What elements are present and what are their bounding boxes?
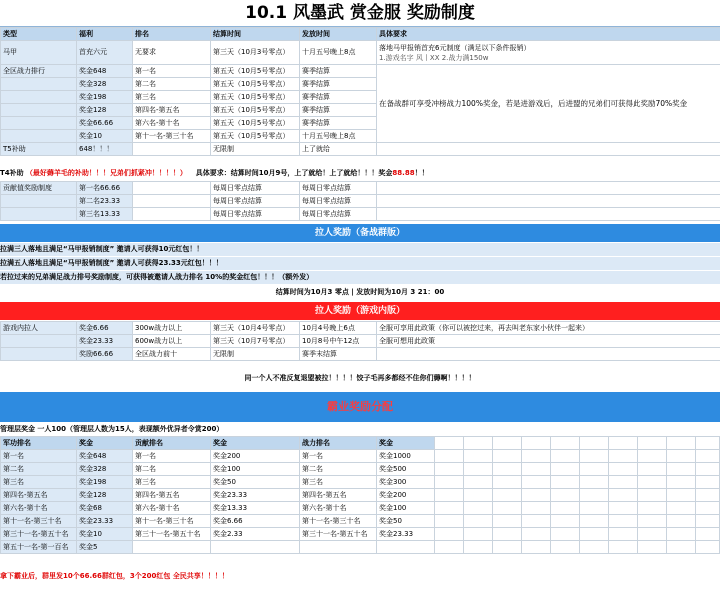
cell (377, 541, 435, 554)
cell: 第四名-第五名 (133, 489, 211, 502)
cell: 全服可享用此政策（你可以被挖过来，再去叫老东家小伙伴一起来） (377, 322, 720, 335)
table-row (1, 208, 720, 221)
table-row (1, 450, 720, 463)
table-row (1, 502, 720, 515)
cell (464, 489, 493, 502)
cell: 奖金23.33 (211, 489, 300, 502)
cell (464, 541, 493, 554)
table-row (1, 182, 720, 195)
cell: 奖金1000 (377, 450, 435, 463)
contribution-table (0, 181, 720, 221)
table-header (1, 437, 720, 450)
cell: 马甲 (1, 41, 77, 65)
cell (522, 502, 551, 515)
cell: 第二名23.33 (77, 195, 133, 208)
cell (638, 528, 667, 541)
header-cell: 具体要求 (377, 28, 720, 41)
cell: 第五天（10月5号零点） (211, 104, 300, 117)
reward-table (0, 27, 720, 156)
cell (435, 528, 464, 541)
cell (696, 450, 720, 463)
cell: 奖金100 (211, 463, 300, 476)
cell: 赛季结算 (300, 65, 377, 78)
cell (696, 541, 720, 554)
cell (1, 78, 77, 91)
sheet-title: 10.1 风墨武 赏金服 奖励制度 (0, 0, 720, 27)
cell: 第二名 (300, 463, 377, 476)
cell: 奖金500 (377, 463, 435, 476)
cell: 10月4号晚上6点 (300, 322, 377, 335)
table-row (1, 65, 720, 78)
cell (133, 182, 211, 195)
cell: 奖金50 (377, 515, 435, 528)
table-row (1, 463, 720, 476)
cell (609, 528, 638, 541)
cell: 赛季结算 (300, 117, 377, 130)
cell: 第五天（10月5号零点） (211, 130, 300, 143)
cell (464, 476, 493, 489)
cell (551, 437, 580, 450)
cell: 奖金128 (77, 489, 133, 502)
cell: 第十一名-第三十名 (133, 130, 211, 143)
cell (667, 541, 696, 554)
cell (377, 348, 720, 361)
cell: 第二名 (133, 463, 211, 476)
cell (1, 104, 77, 117)
cell: 赛季结算 (300, 104, 377, 117)
cell (522, 476, 551, 489)
cell (493, 476, 522, 489)
cell: 第一名 (1, 450, 77, 463)
cell (667, 476, 696, 489)
cell (133, 541, 211, 554)
cell: 第四名-第五名 (300, 489, 377, 502)
cell (696, 502, 720, 515)
header-cell: 奖金 (377, 437, 435, 450)
cell: 第三十一名-第五十名 (133, 528, 211, 541)
cell: 奖金100 (377, 502, 435, 515)
cell (493, 528, 522, 541)
cell: 每周日零点结算 (211, 208, 300, 221)
cell (211, 541, 300, 554)
header-cell: 发放时间 (300, 28, 377, 41)
cell (133, 195, 211, 208)
cell: 奖金10 (77, 528, 133, 541)
cell: 每周日零点结算 (300, 208, 377, 221)
cell: 奖金23.33 (377, 528, 435, 541)
cell (696, 476, 720, 489)
header-cell: 奖金 (77, 437, 133, 450)
cell: 第十一名-第三十名 (300, 515, 377, 528)
cell (493, 437, 522, 450)
cell: 第一名 (300, 450, 377, 463)
cell (638, 437, 667, 450)
cell (609, 541, 638, 554)
table-row (1, 348, 720, 361)
t4-line (0, 167, 720, 180)
cell: 每周日零点结算 (300, 182, 377, 195)
cell (435, 437, 464, 450)
cell (667, 437, 696, 450)
cell: 奖金328 (77, 78, 133, 91)
table-header (1, 28, 720, 41)
cell (300, 541, 377, 554)
footer-line (0, 570, 720, 583)
invite-table (0, 321, 720, 361)
cell: 648！！！ (77, 143, 133, 156)
cell (522, 450, 551, 463)
cell: 第三十一名-第五十名 (300, 528, 377, 541)
cell: 10月8号中午12点 (300, 335, 377, 348)
cell: 300w战力以上 (133, 322, 211, 335)
cell: 奖金10 (77, 130, 133, 143)
cell (696, 515, 720, 528)
cell (580, 463, 609, 476)
cell: 第一名 (133, 65, 211, 78)
cell (493, 502, 522, 515)
cell: 每周日零点结算 (211, 195, 300, 208)
cell: 全区战力前十 (133, 348, 211, 361)
cell: 奖金648 (77, 65, 133, 78)
t4-amount: 88.88 (392, 169, 415, 177)
cell (638, 476, 667, 489)
cell: 奖励66.66 (77, 348, 133, 361)
cell (609, 450, 638, 463)
management-line: 管理层奖金 一人100（管理层人数为15人，表现额外优异者令赏200） (0, 425, 224, 433)
cell (1, 130, 77, 143)
cell (377, 182, 720, 195)
cell: 第三名 (133, 91, 211, 104)
table-row (1, 528, 720, 541)
cell (551, 489, 580, 502)
cell: 600w战力以上 (133, 335, 211, 348)
cell: 奖金200 (211, 450, 300, 463)
table-row (1, 476, 720, 489)
cell: 奖金6.66 (77, 322, 133, 335)
cell: 第十一名-第三十名 (1, 515, 77, 528)
cell (609, 515, 638, 528)
cell: 赛季末结算 (300, 348, 377, 361)
cell (638, 515, 667, 528)
cell: 第一名 (133, 450, 211, 463)
cell: 第六名-第十名 (133, 502, 211, 515)
cell (667, 463, 696, 476)
t4-suffix: ！！ (414, 169, 429, 177)
t4-label: T4补助 (0, 169, 24, 177)
cell (377, 208, 720, 221)
cell: 奖金2.33 (211, 528, 300, 541)
cell: 第三十一名-第五十名 (1, 528, 77, 541)
cell: 第二名 (133, 78, 211, 91)
cell (493, 541, 522, 554)
cell: 奖金300 (377, 476, 435, 489)
cell: 第三天（10月3号零点） (211, 41, 300, 65)
cell (1, 195, 77, 208)
cell (551, 541, 580, 554)
requirement-line: 落地马甲报销首充6元制度（满足以下条件报销） (379, 43, 531, 52)
cell (1, 335, 77, 348)
cell: 第三名13.33 (77, 208, 133, 221)
table-row (1, 322, 720, 335)
cell (464, 502, 493, 515)
cell: 第二名 (1, 463, 77, 476)
hegemony-table (0, 436, 720, 554)
cell: 无限制 (211, 143, 300, 156)
footer-text: 拿下霸业后，群里发10个66.66群红包，3个200红包 全民共享！！！！ (0, 572, 229, 580)
cell (551, 476, 580, 489)
cell: 每周日零点结算 (300, 195, 377, 208)
cell (580, 541, 609, 554)
cell: 十月五号晚上8点 (300, 130, 377, 143)
cell: 第五天（10月5号零点） (211, 117, 300, 130)
cell (580, 528, 609, 541)
cell (522, 437, 551, 450)
cell: 第五十一名-第一百名 (1, 541, 77, 554)
cell: 全区战力排行 (1, 65, 77, 78)
cell (377, 195, 720, 208)
cell: 赛季结算 (300, 78, 377, 91)
cell: 奖金68 (77, 502, 133, 515)
cell (435, 541, 464, 554)
cell (377, 143, 720, 156)
cell (1, 348, 77, 361)
cell (696, 437, 720, 450)
cell (1, 208, 77, 221)
cell (609, 476, 638, 489)
cell (133, 208, 211, 221)
cell (551, 515, 580, 528)
cell (609, 437, 638, 450)
cell: 贡献值奖励制度 (1, 182, 77, 195)
cell: 奖金198 (77, 476, 133, 489)
cell: 第三天（10月7号零点） (211, 335, 300, 348)
cell (609, 489, 638, 502)
cell: 赛季结算 (300, 91, 377, 104)
cell (464, 437, 493, 450)
cell (667, 450, 696, 463)
warning-line: 同一个人不准反复退盟被拉！！！！饺子毛再多都经不住你们薅啊！！！！ (244, 374, 476, 382)
section-bar-hegemony: 霸业奖励分配 (0, 392, 720, 422)
cell: 第五天（10月5号零点） (211, 65, 300, 78)
header-cell: 战力排名 (300, 437, 377, 450)
cell (522, 489, 551, 502)
cell (1, 117, 77, 130)
cell (493, 515, 522, 528)
cell (551, 463, 580, 476)
header-cell: 结算时间 (211, 28, 300, 41)
cell (493, 463, 522, 476)
cell: 第三名 (1, 476, 77, 489)
table-row (1, 195, 720, 208)
cell: 奖金128 (77, 104, 133, 117)
t4-requirement: 具体要求：结算时间10月9号，上了就给！上了就给！！！奖金 (195, 169, 393, 177)
cell (1, 91, 77, 104)
cell (638, 489, 667, 502)
cell (667, 502, 696, 515)
cell (464, 515, 493, 528)
recruit-line: 拉满三人落地且满足“马甲报销制度” 邀请人可获得10元红包！！ (0, 243, 720, 256)
section-bar-recruit: 拉人奖励（备战群版） (0, 224, 720, 242)
cell: 奖金648 (77, 450, 133, 463)
cell: 每周日零点结算 (211, 182, 300, 195)
cell (580, 437, 609, 450)
cell: 全服可想用此政策 (377, 335, 720, 348)
cell: 奖金200 (377, 489, 435, 502)
header-cell: 军功排名 (1, 437, 77, 450)
settle-line: 结算时间为10月3 零点 | 发放时间为10月 3 21：00 (275, 288, 445, 296)
cell (464, 450, 493, 463)
cell: 奖金13.33 (211, 502, 300, 515)
cell (522, 541, 551, 554)
cell (464, 463, 493, 476)
cell (667, 528, 696, 541)
cell (696, 463, 720, 476)
cell (435, 450, 464, 463)
table-row (1, 489, 720, 502)
cell (580, 515, 609, 528)
cell: 奖金23.33 (77, 515, 133, 528)
cell: 第三名 (133, 476, 211, 489)
header-cell: 贡献排名 (133, 437, 211, 450)
cell: 第五天（10月5号零点） (211, 78, 300, 91)
cell: 十月五号晚上8点 (300, 41, 377, 65)
cell: 无要求 (133, 41, 211, 65)
cell: 无限制 (211, 348, 300, 361)
cell (609, 502, 638, 515)
cell (638, 502, 667, 515)
cell: 奖金5 (77, 541, 133, 554)
cell: 奖金6.66 (211, 515, 300, 528)
requirement-line: 1.游戏名字 风丨XX 2.战力满150w (379, 53, 489, 62)
cell: T5补助 (1, 143, 77, 156)
cell (580, 489, 609, 502)
cell (638, 541, 667, 554)
cell (133, 143, 211, 156)
cell: 首充六元 (77, 41, 133, 65)
header-cell: 类型 (1, 28, 77, 41)
cell (696, 528, 720, 541)
cell: 奖金66.66 (77, 117, 133, 130)
cell (638, 450, 667, 463)
cell: 第六名-第十名 (133, 117, 211, 130)
cell (551, 502, 580, 515)
cell (522, 528, 551, 541)
hegemony-rows (1, 450, 720, 554)
cell: 奖金198 (77, 91, 133, 104)
recruit-line: 拉满五人落地且满足“马甲报销制度” 邀请人可获得23.33元红包！！！ (0, 257, 720, 270)
cell: 第六名-第十名 (300, 502, 377, 515)
cell (435, 515, 464, 528)
cell (667, 515, 696, 528)
cell: 奖金50 (211, 476, 300, 489)
header-cell: 福利 (77, 28, 133, 41)
cell (580, 450, 609, 463)
cell (522, 515, 551, 528)
cell: 第一名66.66 (77, 182, 133, 195)
header-cell: 奖金 (211, 437, 300, 450)
table-row (1, 335, 720, 348)
cell (435, 502, 464, 515)
t4-note: （最好薅羊毛的补助！！！兄弟们抓紧冲！！！！） (25, 169, 187, 177)
cell (638, 463, 667, 476)
cell (493, 489, 522, 502)
table-row (1, 541, 720, 554)
cell (696, 489, 720, 502)
table-row (1, 143, 720, 156)
cell: 第五天（10月5号零点） (211, 91, 300, 104)
cell: 上了就给 (300, 143, 377, 156)
requirement-cell: 在备战群可享受冲榜战力100%奖金，若是进游戏后，后进盟的兄弟们可获得此奖励70%奖金 (377, 65, 720, 143)
cell (580, 476, 609, 489)
header-cell: 排名 (133, 28, 211, 41)
cell: 第六名-第十名 (1, 502, 77, 515)
cell (435, 476, 464, 489)
cell (435, 489, 464, 502)
recruit-line: 若拉过来的兄弟满足战力排号奖励制度，可获得被邀请人战力排名 10%的奖金红包！！！（额外发） (0, 271, 720, 284)
cell (435, 463, 464, 476)
cell (522, 463, 551, 476)
cell: 奖金328 (77, 463, 133, 476)
cell: 第三名 (300, 476, 377, 489)
cell: 奖金23.33 (77, 335, 133, 348)
cell: 第三天（10月4号零点） (211, 322, 300, 335)
table-row (1, 41, 720, 65)
cell (667, 489, 696, 502)
cell (609, 463, 638, 476)
cell: 第十一名-第三十名 (133, 515, 211, 528)
cell (551, 450, 580, 463)
requirement-cell (377, 41, 720, 65)
table-row (1, 515, 720, 528)
cell (464, 528, 493, 541)
cell: 第四名-第五名 (133, 104, 211, 117)
cell (493, 450, 522, 463)
cell (551, 528, 580, 541)
cell: 第四名-第五名 (1, 489, 77, 502)
cell (580, 502, 609, 515)
cell: 游戏内拉人 (1, 322, 77, 335)
section-bar-ingame: 拉人奖励（游戏内版） (0, 302, 720, 320)
